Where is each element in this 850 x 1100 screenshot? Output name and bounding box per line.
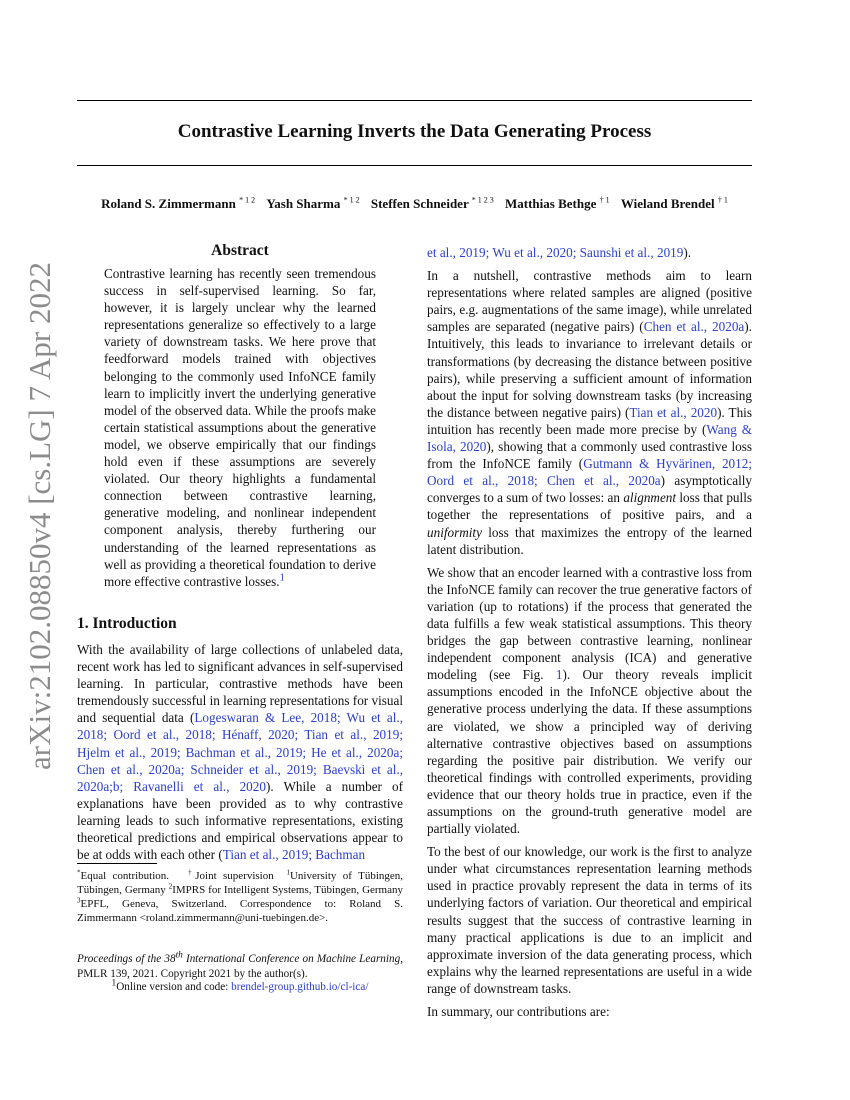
citation-link[interactable]: Logeswaran & Lee, 2018; Wu et al., 2018; Oord et al., 2018; Hénaff, 2020; Tian et al., 2019; Hjelm et al., 2019; Bachman et al., 2019; He et al., 2020a; Chen et al., 2020a; Schneider et al., 2019; Baevski et al., 2020a;b; Ravanelli et al., 2020 — [77, 710, 403, 794]
citation-link[interactable]: Gutmann & Hyvärinen, 2012; Oord et al., 2018; Chen et al., 2020a — [427, 456, 752, 489]
citation-link[interactable]: Tian et al., 2019; Bachman — [222, 847, 366, 863]
continuation-paragraph: et al., 2019; Wu et al., 2020; Saunshi et al., 2019). — [427, 245, 692, 260]
proceedings-note: Proceedings of the 38th International Conference on Machine Learning, PMLR 139, 2021. Copyright 2021 by the author(s). — [77, 950, 403, 980]
body-paragraph: To the best of our knowledge, our work is the first to analyze under what circumstances representation learning methods used in practice provably represent the data in terms of its underlying factors of variation. Our theoretical and empirical results suggest that the success of contrastive learning in many practical applications is due to an implicit and approximate inversion of the data generating process, which explains why the learned representations are useful in a wide range of downstream tasks. — [427, 844, 752, 996]
footnote-rule — [77, 863, 157, 864]
citation-link[interactable]: et al., 2019; Wu et al., 2020; Saunshi et al., 2019 — [427, 245, 684, 260]
abstract-body: Contrastive learning has recently seen tremendous success in self-supervised learning. So far, however, it is largely unclear why the learned representations generalize so effectively to a large variety of downstream tasks. We here prove that feedforward models trained with objectives belonging to the commonly used InfoNCE family learn to implicitly invert the underlying generative model of the observed data. While the proofs make certain statistical assumptions about the generative model, we observe empirically that our findings hold even if these assumptions are severely violated. Our theory highlights a fundamental connection between contrastive learning, generative modeling, and nonlinear independent component analysis, thereby furthering our understanding of the learned representations as well as providing a theoretical foundation to derive more effective contrastive losses.$^1$ — [104, 266, 376, 589]
code-link[interactable]: brendel-group.github.io/cl-ica/ — [231, 981, 369, 993]
intro-paragraph: With the availability of large collections of unlabeled data, recent work has led to significant advances in self-supervised learning. In particular, contrastive methods have been tremendously successful in learning representations for visual and sequential data (Logeswaran & Lee, 2018; Wu et al., 2018; Oord et al., 2018; Hénaff, 2020; Tian et al., 2019; Hjelm et al., 2019; Bachman et al., 2019; He et al., 2020a; Chen et al., 2020a; Schneider et al., 2019; Baevski et al., 2020a;b; Ravanelli et al., 2020). While a number of explanations have been provided as to why contrastive learning leads to such informative representations, existing theoretical predictions and empirical observations appear to be at odds with each other (Tian et al., 2019; Bachman — [77, 642, 403, 863]
author: Matthias Bethge $^{\dagger 1}$ — [504, 195, 610, 211]
body-paragraph: In a nutshell, contrastive methods aim to learn representations where related samples are aligned (positive pairs, e.g. augmentations of the same image), while unrelated samples are separated (negative pairs) (Chen et al., 2020a). Intuitively, this leads to invariance to irrelevant details or transformations (by decreasing the distance between positive pairs), while preserving a sufficient amount of information about the input for solving downstream tasks (by increasing the distance between negative pairs) (Tian et al., 2020). This intuition has recently been made more precise by (Wang & Isola, 2020), showing that a commonly used contrastive loss from the InfoNCE family (Gutmann & Hyvärinen, 2012; Oord et al., 2018; Chen et al., 2020a) asymptotically converges to a sum of two losses: an alignment loss that pulls together the representations of positive pairs, and a uniformity loss that maximizes the entropy of the learned latent distribution. — [427, 268, 752, 557]
figure-link[interactable]: 1 — [555, 667, 563, 683]
body-paragraph: We show that an encoder learned with a contrastive loss from the InfoNCE family can recover the true generative factors of variation (up to rotations) if the process that generated the data fulfills a few weak statistical assumptions. This theory bridges the gap between contrastive learning, nonlinear independent component analysis (ICA) and generative modeling (see Fig. 1). Our theory reveals implicit assumptions encoded in the InfoNCE objective about the generative process underlying the data. If these assumptions are violated, we show a principled way of deriving alternative contrastive objectives based on assumptions regarding the positive pair distribution. We verify our theoretical findings with controlled experiments, providing evidence that our theory holds true in practice, even if the assumptions on the ground-truth generative model are partially violated. — [427, 564, 752, 837]
abstract-heading: Abstract — [211, 242, 269, 259]
author: Wieland Brendel $^{\dagger 1}$ — [620, 195, 728, 211]
arxiv-stamp: arXiv:2102.08850v4 [cs.LG] 7 Apr 2022 — [22, 262, 57, 770]
affiliation-footnote: *Equal contribution. †Joint supervision $^1$University of Tübingen, Tübingen, Germany $^2$IMPRS for Intelligent Systems, Tübingen, Germany $^3$EPFL, Geneva, Switzerland. Correspondence to: Roland S. Zimmermann <roland.zimmermann@uni-tuebingen.de>. — [77, 868, 404, 924]
title-top-rule — [77, 100, 752, 101]
section-heading-introduction: 1. Introduction — [77, 615, 177, 632]
author: Yash Sharma $^{* 1 2}$ — [266, 195, 360, 211]
citation-link[interactable]: Tian et al., 2020 — [629, 404, 718, 420]
author-list — [77, 196, 752, 212]
footnote-link[interactable]: 1 — [279, 571, 286, 584]
paper-title: Contrastive Learning Inverts the Data Generating Process — [177, 121, 652, 142]
citation-link[interactable]: Chen et al., 2020a — [643, 319, 745, 335]
author: Steffen Schneider $^{* 1 2 3}$ — [370, 195, 494, 211]
body-paragraph: In summary, our contributions are: — [427, 1004, 610, 1020]
title-bottom-rule — [77, 165, 752, 166]
code-footnote: $^1$Online version and code: brendel-group.github.io/cl-ica/ — [111, 978, 369, 993]
right-column — [427, 244, 752, 1026]
author: Roland S. Zimmermann $^{* 1 2}$ — [101, 195, 256, 211]
citation-link[interactable]: Wang & Isola, 2020 — [427, 421, 752, 455]
